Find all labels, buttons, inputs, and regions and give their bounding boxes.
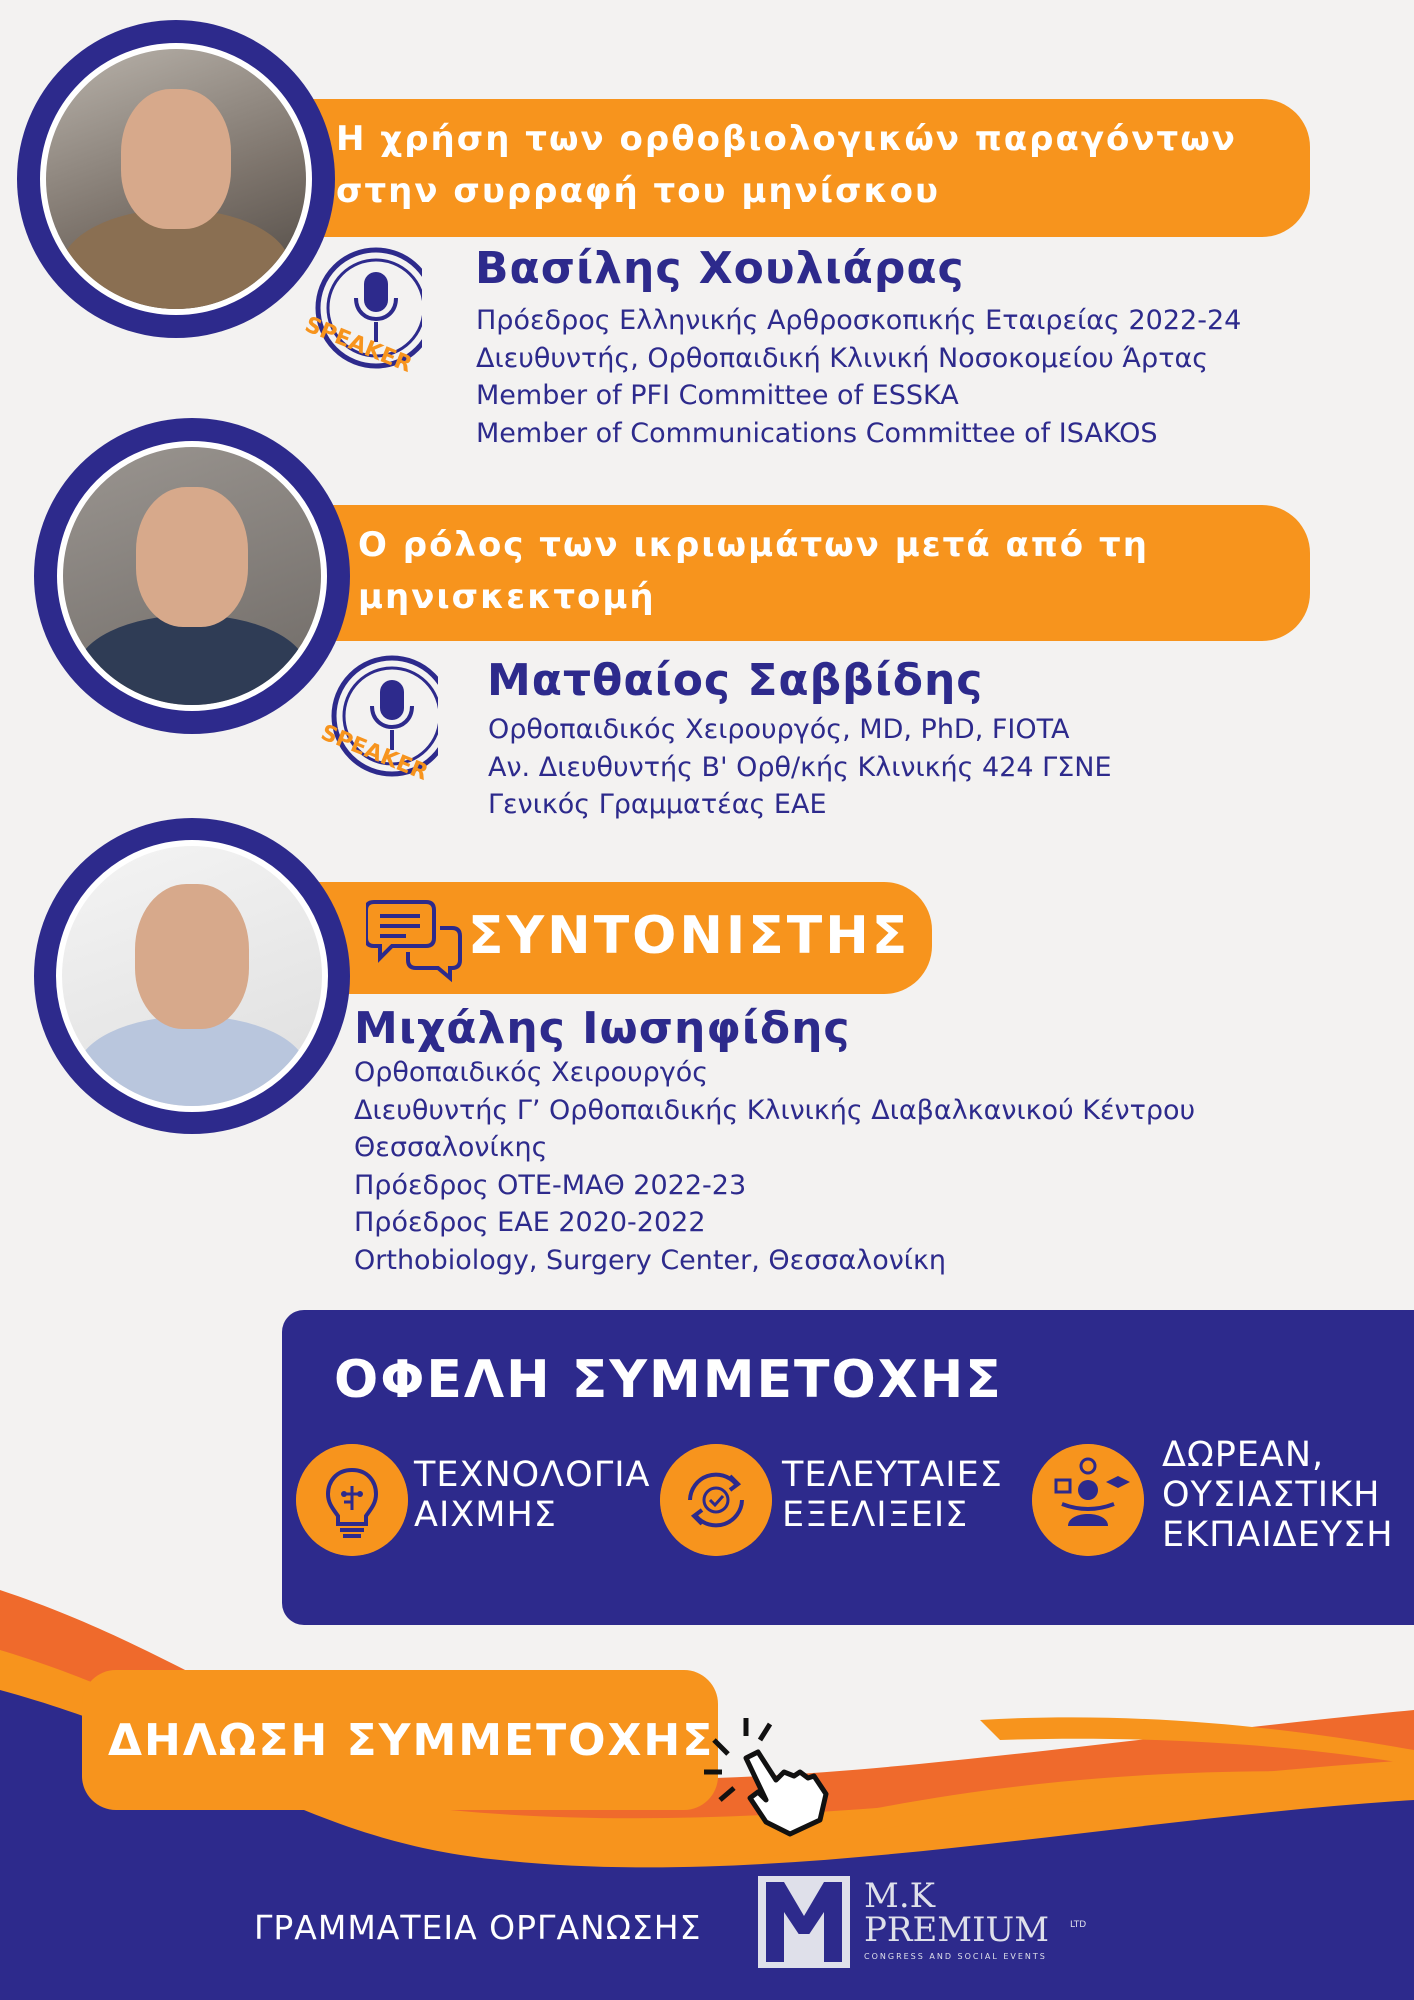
moderator-label-pill <box>300 882 932 994</box>
talk-1-title-pill <box>300 99 1310 237</box>
speaker-1-bio-line: Πρόεδρος Ελληνικής Αρθροσκοπικής Εταιρείας 2022-24 <box>476 305 1242 336</box>
speaker-1-bio-line: Member of Communications Committee of ISAKOS <box>476 417 1158 449</box>
speaker-2-microphone-badge-icon <box>308 650 438 800</box>
speaker-1-microphone-badge-icon <box>292 242 422 392</box>
benefits-panel <box>282 1310 1414 1625</box>
benefit-1-line: ΤΕΧΝΟΛΟΓΙΑ <box>414 1455 651 1495</box>
moderator-name: Μιχάλης Ιωσηφίδης <box>354 1003 851 1054</box>
benefit-2-line: ΕΞΕΛΙΞΕΙΣ <box>782 1495 969 1535</box>
speaker-1-bio-line: Διευθυντής, Ορθοπαιδική Κλινική Νοσοκομείου Άρτας <box>476 342 1209 374</box>
moderator-bio <box>354 1054 1195 1279</box>
mk-premium-logo-line-2: PREMIUM <box>864 1910 1050 1950</box>
mk-premium-logo-line-1: M.K <box>864 1876 936 1916</box>
speaker-1-photo <box>40 43 312 315</box>
svg-text:SPEAKER: SPEAKER <box>301 312 416 378</box>
moderator-bio-line: Διευθυντής Γ’ Ορθοπαιδικής Κλινικής Διαβαλκανικού Κέντρου <box>354 1094 1196 1126</box>
registration-button[interactable] <box>82 1670 718 1810</box>
mk-premium-logo-suffix: LTD <box>1070 1920 1087 1930</box>
lightbulb-icon <box>296 1444 408 1556</box>
moderator-bio-line: Πρόεδρος ΕΑΕ 2020-2022 <box>354 1207 706 1238</box>
benefit-2-text <box>782 1455 1003 1535</box>
talk-2-title-line-2: μηνισκεκτομή <box>358 577 656 617</box>
speaker-2-photo-frame <box>34 418 350 734</box>
refresh-check-icon <box>660 1444 772 1556</box>
hand-click-icon <box>696 1710 846 1840</box>
moderator-bio-line: Orthobiology, Surgery Center, Θεσσαλονίκη <box>354 1244 946 1276</box>
talk-1-title-line-1: Η χρήση των ορθοβιολογικών παραγόντων <box>336 119 1237 159</box>
moderator-photo-frame <box>34 818 350 1134</box>
benefit-1-line: ΑΙΧΜΗΣ <box>414 1495 557 1535</box>
benefit-3-line: ΔΩΡΕΑΝ, <box>1162 1435 1325 1475</box>
benefit-3-text <box>1162 1435 1394 1555</box>
registration-button-label: ΔΗΛΩΣΗ ΣΥΜΜΕΤΟΧΗΣ <box>108 1714 715 1766</box>
mk-premium-logo-mark <box>758 1876 850 1968</box>
education-person-icon <box>1032 1444 1144 1556</box>
benefit-3-line: ΟΥΣΙΑΣΤΙΚΗ <box>1162 1475 1381 1515</box>
speaker-1-bio <box>476 302 1241 452</box>
speaker-2-name: Ματθαίος Σαββίδης <box>487 655 984 706</box>
mk-premium-logo <box>758 1876 1098 1968</box>
moderator-label: ΣΥΝΤΟΝΙΣΤΗΣ <box>468 906 911 966</box>
svg-text:SPEAKER: SPEAKER <box>317 720 432 786</box>
speaker-2-bio-line: Ορθοπαιδικός Χειρουργός, MD, PhD, FIOTA <box>488 714 1070 745</box>
talk-1-title <box>300 99 1310 217</box>
talk-1-title-line-2: στην συρραφή του μηνίσκου <box>336 171 940 211</box>
chat-bubbles-icon <box>366 894 462 984</box>
talk-2-title <box>310 505 1310 623</box>
benefits-title: ΟΦΕΛΗ ΣΥΜΜΕΤΟΧΗΣ <box>334 1350 1003 1410</box>
speaker-1-photo-frame <box>17 20 335 338</box>
moderator-bio-line: Ορθοπαιδικός Χειρουργός <box>354 1057 709 1088</box>
benefit-1-text <box>414 1455 650 1535</box>
speaker-2-bio-line: Αν. Διευθυντής Β' Ορθ/κής Κλινικής 424 ΓΣΝΕ <box>488 751 1112 783</box>
benefit-3-line: ΕΚΠΑΙΔΕΥΣΗ <box>1162 1515 1394 1555</box>
organizing-secretariat-label: ΓΡΑΜΜΑΤΕΙΑ ΟΡΓΑΝΩΣΗΣ <box>254 1908 702 1947</box>
moderator-photo <box>56 840 328 1112</box>
talk-2-title-line-1: Ο ρόλος των ικριωμάτων μετά από τη <box>358 525 1149 565</box>
speaker-2-bio-line: Γενικός Γραμματέας ΕΑΕ <box>488 789 827 820</box>
mk-premium-logo-tagline: CONGRESS AND SOCIAL EVENTS <box>864 1952 1047 1961</box>
talk-2-title-pill <box>310 505 1310 641</box>
benefit-2-line: ΤΕΛΕΥΤΑΙΕΣ <box>782 1455 1003 1495</box>
moderator-bio-line: Θεσσαλονίκης <box>354 1132 548 1163</box>
speaker-1-name: Βασίλης Χουλιάρας <box>475 243 965 294</box>
moderator-bio-line: Πρόεδρος ΟΤΕ-ΜΑΘ 2022-23 <box>354 1169 747 1201</box>
speaker-2-bio <box>488 711 1112 824</box>
speaker-1-bio-line: Member of PFI Committee of ESSKA <box>476 380 959 411</box>
speaker-2-photo <box>57 441 327 711</box>
